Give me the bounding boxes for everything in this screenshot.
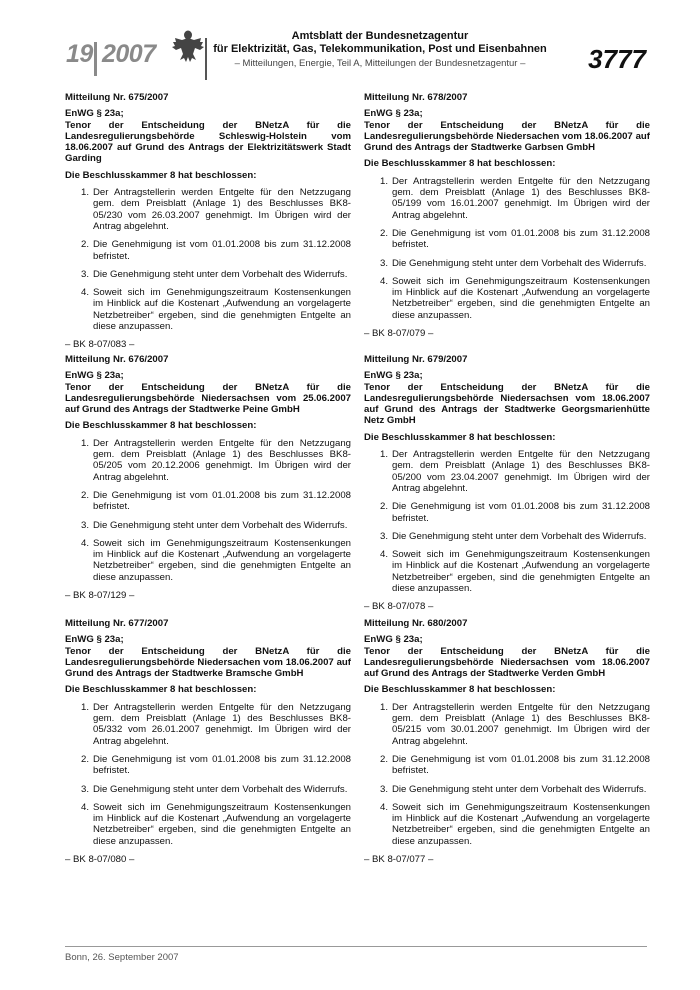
issue-divider xyxy=(94,42,97,76)
decision-list xyxy=(364,449,650,594)
notice-title: Tenor der Entscheidung der BNetzA für die Landesregulierungsbehörde Niedersachsen vom 25.06.2007 auf Grund des Antrags der Stadtwerke Peine GmbH xyxy=(65,381,351,416)
notice-676 xyxy=(65,354,351,601)
footer-divider xyxy=(65,946,647,947)
notice-678 xyxy=(364,92,650,339)
notice-heading: Mitteilung Nr. 680/2007 xyxy=(364,618,468,629)
list-item: 2. Die Genehmigung ist vom 01.01.2008 bis zum 31.12.2008 befristet. xyxy=(81,239,351,262)
notice-decided: Die Beschlusskammer 8 hat beschlossen: xyxy=(364,684,556,696)
list-item: 4. Soweit sich im Genehmigungszeitraum Kostensenkungen im Hinblick auf die Kostenart „Aufwendung an vorgelagerte Netzbetreiber“ ergeben, sind die genehmigten Entgelte an diese anzupassen. xyxy=(81,801,351,847)
notice-decided: Die Beschlusskammer 8 hat beschlossen: xyxy=(65,420,257,432)
list-item: 3. Die Genehmigung steht unter dem Vorbehalt des Widerrufs. xyxy=(380,257,647,269)
page-header xyxy=(0,0,700,88)
list-item: 1. Der Antragstellerin werden Entgelte für den Netzzugang gem. dem Preisblatt (Anlage 1) des Beschlusses BK8-05/230 vom 26.03.2007 genehmigt. Im Übrigen wird der Antrag abgelehnt. xyxy=(81,187,351,232)
list-item: 3. Die Genehmigung steht unter dem Vorbehalt des Widerrufs. xyxy=(380,783,647,795)
page-number: 3777 xyxy=(588,44,646,74)
decision-list xyxy=(65,187,351,332)
notice-decided: Die Beschlusskammer 8 hat beschlossen: xyxy=(65,684,257,696)
case-reference: – BK 8-07/077 – xyxy=(364,854,434,866)
notice-law: EnWG § 23a; xyxy=(65,108,124,120)
notice-heading: Mitteilung Nr. 676/2007 xyxy=(65,354,169,365)
notice-law: EnWG § 23a; xyxy=(65,634,124,646)
notice-title: Tenor der Entscheidung der BNetzA für die Landesregulierungsbehörde Niedersachen vom 18.06.2007 auf Grund des Antrags der Stadtwerke Garbsen GmbH xyxy=(364,119,650,154)
case-reference: – BK 8-07/129 – xyxy=(65,590,135,602)
list-item: 1. Der Antragstellerin werden Entgelte für den Netzzugang gem. dem Preisblatt (Anlage 1) des Beschlusses BK8-05/332 vom 26.01.2007 genehmigt. Im Übrigen wird der Antrag abgelehnt. xyxy=(81,701,351,747)
notice-law: EnWG § 23a; xyxy=(364,634,423,646)
issue-year: 2007 xyxy=(102,40,156,68)
publication-title: Amtsblatt der Bundesnetzagentur xyxy=(291,30,469,42)
notice-decided: Die Beschlusskammer 8 hat beschlossen: xyxy=(65,169,257,181)
list-item: 2. Die Genehmigung ist vom 01.01.2008 bis zum 31.12.2008 befristet. xyxy=(380,753,650,777)
list-item: 2. Die Genehmigung ist vom 01.01.2008 bis zum 31.12.2008 befristet. xyxy=(81,489,351,513)
notice-heading: Mitteilung Nr. 678/2007 xyxy=(364,92,468,103)
list-item: 3. Die Genehmigung steht unter dem Vorbehalt des Widerrufs. xyxy=(81,783,348,795)
decision-list xyxy=(364,176,650,321)
notice-title: Tenor der Entscheidung der BNetzA für die Landesregulierungsbehörde Schleswig-Holstein vom 18.06.2007 auf Grund des Antrags der Elektrizitätswerk Stadt Garding xyxy=(65,119,351,165)
publication-subject: für Elektrizität, Gas, Telekommunikation, Post und Eisenbahnen xyxy=(213,43,547,55)
notice-law: EnWG § 23a; xyxy=(364,108,423,120)
notice-law: EnWG § 23a; xyxy=(65,370,124,382)
notice-decided: Die Beschlusskammer 8 hat beschlossen: xyxy=(364,431,556,443)
list-item: 1. Der Antragstellerin werden Entgelte für den Netzzugang gem. dem Preisblatt (Anlage 1) des Beschlusses BK8-05/215 vom 30.01.2007 genehmigt. Im Übrigen wird der Antrag abgelehnt. xyxy=(380,701,650,747)
notice-679 xyxy=(364,354,650,612)
list-item: 4. Soweit sich im Genehmigungszeitraum Kostensenkungen im Hinblick auf die Kostenart „Aufwendung an vorgelagerte Netzbetreiber“ ergeben, sind die genehmigten Entgelte an diese anzupassen. xyxy=(380,549,650,595)
notice-decided: Die Beschlusskammer 8 hat beschlossen: xyxy=(364,158,556,170)
list-item: 1. Der Antragstellerin werden Entgelte für den Netzzugang gem. dem Preisblatt (Anlage 1) des Beschlusses BK8-05/199 vom 16.01.2007 genehmigt. Im Übrigen wird der Antrag abgelehnt. xyxy=(380,175,650,221)
notice-677 xyxy=(65,618,351,865)
notice-title: Tenor der Entscheidung der BNetzA für die Landesregulierungsbehörde Niedersachsen vom 18.06.2007 auf Grund des Antrags der Stadtwerke Verden GmbH xyxy=(364,645,650,680)
list-item: 1. Der Antragstellerin werden Entgelte für den Netzzugang gem. dem Preisblatt (Anlage 1) des Beschlusses BK8-05/205 vom 20.12.2006 genehmigt. Im Übrigen wird der Antrag abgelehnt. xyxy=(81,437,351,483)
case-reference: – BK 8-07/080 – xyxy=(65,854,135,866)
list-item: 2. Die Genehmigung ist vom 01.01.2008 bis zum 31.12.2008 befristet. xyxy=(380,501,650,524)
notice-680 xyxy=(364,618,650,865)
decision-list xyxy=(65,438,351,583)
decision-list xyxy=(65,702,351,847)
case-reference: – BK 8-07/078 – xyxy=(364,601,434,613)
footer-place-date: Bonn, 26. September 2007 xyxy=(65,952,179,963)
notice-675 xyxy=(65,92,351,350)
decision-list xyxy=(364,702,650,847)
list-item: 2. Die Genehmigung ist vom 01.01.2008 bis zum 31.12.2008 befristet. xyxy=(380,227,650,251)
case-reference: – BK 8-07/079 – xyxy=(364,328,434,340)
notice-heading: Mitteilung Nr. 679/2007 xyxy=(364,354,468,365)
notice-title: Tenor der Entscheidung der BNetzA für die Landesregulierungsbehörde Niedersachen vom 18.06.2007 auf Grund des Antrags der Stadtwerke Bramsche GmbH xyxy=(65,645,351,680)
list-item: 4. Soweit sich im Genehmigungszeitraum Kostensenkungen im Hinblick auf die Kostenart „Aufwendung an vorgelagerte Netzbetreiber“ ergeben, sind die genehmigten Entgelte an diese anzupassen. xyxy=(81,537,351,583)
list-item: 1. Der Antragstellerin werden Entgelte für den Netzzugang gem. dem Preisblatt (Anlage 1) des Beschlusses BK8-05/200 vom 23.04.2007 genehmigt. Im Übrigen wird der Antrag abgelehnt. xyxy=(380,449,650,494)
list-item: 3. Die Genehmigung steht unter dem Vorbehalt des Widerrufs. xyxy=(380,530,647,542)
list-item: 3. Die Genehmigung steht unter dem Vorbehalt des Widerrufs. xyxy=(81,268,348,280)
notice-title: Tenor der Entscheidung der BNetzA für die Landesregulierungsbehörde Niedersachsen vom 18.06.2007 auf Grund des Antrags der Stadtwerke Georgsmarienhütte Netz GmbH xyxy=(364,381,650,427)
list-item: 3. Die Genehmigung steht unter dem Vorbehalt des Widerrufs. xyxy=(81,519,348,531)
list-item: 4. Soweit sich im Genehmigungszeitraum Kostensenkungen im Hinblick auf die Kostenart „Aufwendung an vorgelagerte Netzbetreiber“ ergeben, sind die genehmigten Entgelte an diese anzupassen. xyxy=(81,287,351,333)
publication-part: – Mitteilungen, Energie, Teil A, Mitteilungen der Bundesnetzagentur – xyxy=(234,58,526,69)
notice-law: EnWG § 23a; xyxy=(364,370,423,382)
notice-heading: Mitteilung Nr. 675/2007 xyxy=(65,92,169,103)
notice-heading: Mitteilung Nr. 677/2007 xyxy=(65,618,169,629)
issue-number: 19 xyxy=(66,40,93,68)
list-item: 2. Die Genehmigung ist vom 01.01.2008 bis zum 31.12.2008 befristet. xyxy=(81,753,351,777)
case-reference: – BK 8-07/083 – xyxy=(65,339,135,351)
list-item: 4. Soweit sich im Genehmigungszeitraum Kostensenkungen im Hinblick auf die Kostenart „Aufwendung an vorgelagerte Netzbetreiber“ ergeben, sind die genehmigten Entgelte an diese anzupassen. xyxy=(380,275,650,321)
list-item: 4. Soweit sich im Genehmigungszeitraum Kostensenkungen im Hinblick auf die Kostenart „Aufwendung an vorgelagerte Netzbetreiber“ ergeben, sind die genehmigten Entgelte an diese anzupassen. xyxy=(380,801,650,847)
